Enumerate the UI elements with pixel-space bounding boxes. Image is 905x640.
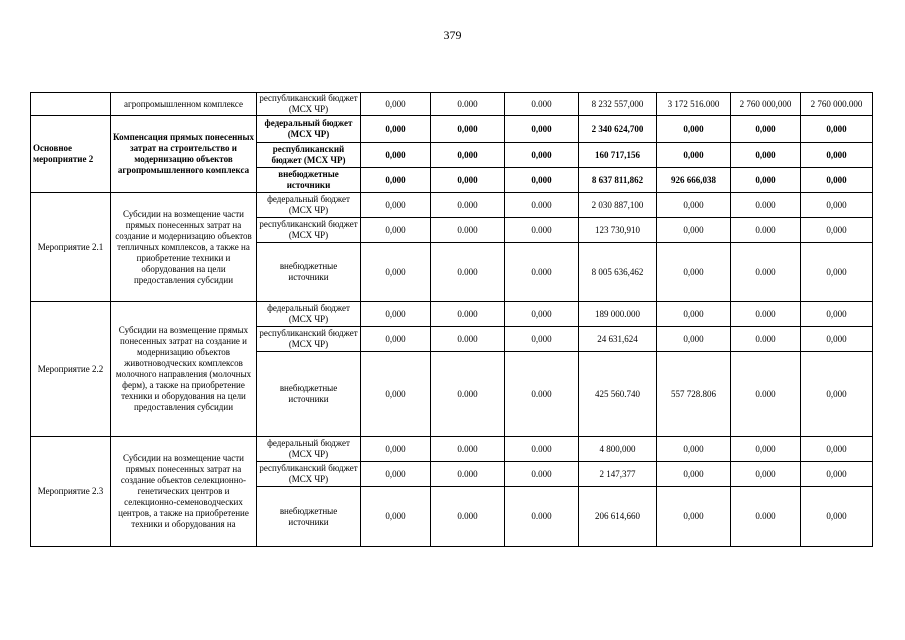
value-cell: 189 000.000 [579,302,657,327]
value-cell: 0.000 [505,193,579,218]
value-cell: 926 666,038 [657,168,731,193]
source-cell: республиканский бюджет (МСХ ЧР) [257,218,361,243]
source-cell: внебюджетные источники [257,168,361,193]
value-cell: 0,000 [361,168,431,193]
value-cell: 0.000 [505,462,579,487]
value-cell: 8 005 636,462 [579,243,657,302]
table-row [31,193,873,218]
value-cell: 0,000 [361,302,431,327]
value-cell: 0.000 [731,193,801,218]
value-cell: 557 728.806 [657,352,731,437]
value-cell: 0,000 [361,352,431,437]
value-cell: 0,000 [801,243,873,302]
value-cell: 0.000 [505,218,579,243]
value-cell: 0.000 [431,302,505,327]
value-cell: 8 232 557,000 [579,93,657,116]
table-row [31,302,873,327]
value-cell: 0.000 [731,327,801,352]
value-cell: 0.000 [431,352,505,437]
value-cell: 0,000 [361,327,431,352]
value-cell: 2 340 624,700 [579,116,657,143]
value-cell: 0,000 [801,116,873,143]
value-cell: 0,000 [361,243,431,302]
value-cell: 0.000 [431,462,505,487]
value-cell: 0,000 [731,437,801,462]
source-cell: федеральный бюджет (МСХ ЧР) [257,116,361,143]
table-row [31,116,873,143]
value-cell: 0.000 [731,218,801,243]
event-name-cell: Компенсация прямых понесенных затрат на строительство и модернизацию объектов агропромышленного комплекса [111,116,257,193]
value-cell: 0,000 [505,168,579,193]
value-cell: 0.000 [731,352,801,437]
value-cell: 0.000 [505,352,579,437]
value-cell: 2 760 000.000 [801,93,873,116]
source-cell: федеральный бюджет (МСХ ЧР) [257,193,361,218]
source-cell: республиканский бюджет (МСХ ЧР) [257,462,361,487]
value-cell: 2 030 887,100 [579,193,657,218]
value-cell: 0,000 [361,487,431,547]
value-cell: 0.000 [431,437,505,462]
value-cell: 0,000 [801,193,873,218]
value-cell: 0.000 [731,243,801,302]
value-cell: 0,000 [431,143,505,168]
value-cell: 0,000 [731,168,801,193]
value-cell: 0,000 [801,143,873,168]
value-cell: 0,000 [801,487,873,547]
event-code-cell: Мероприятие 2.2 [31,302,111,437]
value-cell: 3 172 516.000 [657,93,731,116]
value-cell: 0.000 [431,218,505,243]
value-cell: 0,000 [361,193,431,218]
value-cell: 0,000 [801,168,873,193]
event-name-cell: Субсидии на возмещение части прямых понесенных затрат на создание объектов селекционно-генетических центров и селекционно-семеноводческих центров, а также на приобретение техники и оборудования на [111,437,257,547]
event-name-cell: Субсидии на возмещение прямых понесенных затрат на создание и модернизацию объектов животноводческих комплексов молочного направления (молочных ферм), а также на приобретение техники и оборудования на цели предоставления субсидии [111,302,257,437]
value-cell: 0,000 [505,116,579,143]
value-cell: 0.000 [505,437,579,462]
source-cell: внебюджетные источники [257,487,361,547]
value-cell: 0,000 [731,462,801,487]
value-cell: 0,000 [657,302,731,327]
value-cell: 8 637 811,862 [579,168,657,193]
value-cell: 160 717,156 [579,143,657,168]
event-code-cell: Мероприятие 2.3 [31,437,111,547]
value-cell: 0,000 [657,143,731,168]
value-cell: 0,000 [801,437,873,462]
event-name-cell: Субсидии на возмещение части прямых понесенных затрат на создание и модернизацию объектов тепличных комплексов, а также на приобретение техники и оборудования на цели предоставления субсидии [111,193,257,302]
value-cell: 0.000 [505,243,579,302]
value-cell: 0,000 [361,116,431,143]
value-cell: 0.000 [505,93,579,116]
value-cell: 0,000 [731,116,801,143]
value-cell: 0,000 [657,327,731,352]
value-cell: 0,000 [801,218,873,243]
value-cell: 0.000 [431,487,505,547]
source-cell: внебюджетные источники [257,352,361,437]
value-cell: 0.000 [431,193,505,218]
value-cell: 4 800,000 [579,437,657,462]
table-row [31,437,873,462]
source-cell: внебюджетные источники [257,243,361,302]
table-row [31,93,873,116]
value-cell: 0,000 [361,143,431,168]
value-cell: 0,000 [657,462,731,487]
value-cell: 0.000 [505,487,579,547]
value-cell: 0.000 [431,327,505,352]
value-cell: 0,000 [431,116,505,143]
value-cell: 2 147,377 [579,462,657,487]
page-number: 379 [443,28,462,42]
value-cell: 0,000 [657,487,731,547]
value-cell: 0,000 [731,143,801,168]
value-cell: 0,000 [505,143,579,168]
value-cell: 0,000 [361,437,431,462]
value-cell: 0,000 [657,193,731,218]
value-cell: 0,000 [657,437,731,462]
value-cell: 0.000 [731,302,801,327]
source-cell: республиканский бюджет (МСХ ЧР) [257,93,361,116]
value-cell: 0,000 [505,302,579,327]
value-cell: 0.000 [731,487,801,547]
value-cell: 0,000 [801,302,873,327]
value-cell: 0,000 [801,352,873,437]
event-code-cell: Мероприятие 2.1 [31,193,111,302]
value-cell: 0,000 [431,168,505,193]
value-cell: 0,000 [657,116,731,143]
value-cell: 2 760 000,000 [731,93,801,116]
value-cell: 206 614,660 [579,487,657,547]
source-cell: республиканский бюджет (МСХ ЧР) [257,143,361,168]
value-cell: 24 631,624 [579,327,657,352]
value-cell: 0,000 [657,218,731,243]
source-cell: федеральный бюджет (МСХ ЧР) [257,437,361,462]
event-name-cell: агропромышленном комплексе [111,93,257,116]
value-cell: 0,000 [657,243,731,302]
value-cell: 0,000 [361,93,431,116]
budget-table [30,92,873,547]
value-cell: 0,000 [801,462,873,487]
value-cell: 0.000 [431,243,505,302]
value-cell: 0,000 [361,218,431,243]
value-cell: 0,000 [801,327,873,352]
value-cell: 0,000 [505,327,579,352]
value-cell: 123 730,910 [579,218,657,243]
event-code-cell: Основное мероприятие 2 [31,116,111,193]
value-cell: 425 560.740 [579,352,657,437]
code-cell [31,93,111,116]
value-cell: 0.000 [431,93,505,116]
value-cell: 0,000 [361,462,431,487]
source-cell: республиканский бюджет (МСХ ЧР) [257,327,361,352]
source-cell: федеральный бюджет (МСХ ЧР) [257,302,361,327]
